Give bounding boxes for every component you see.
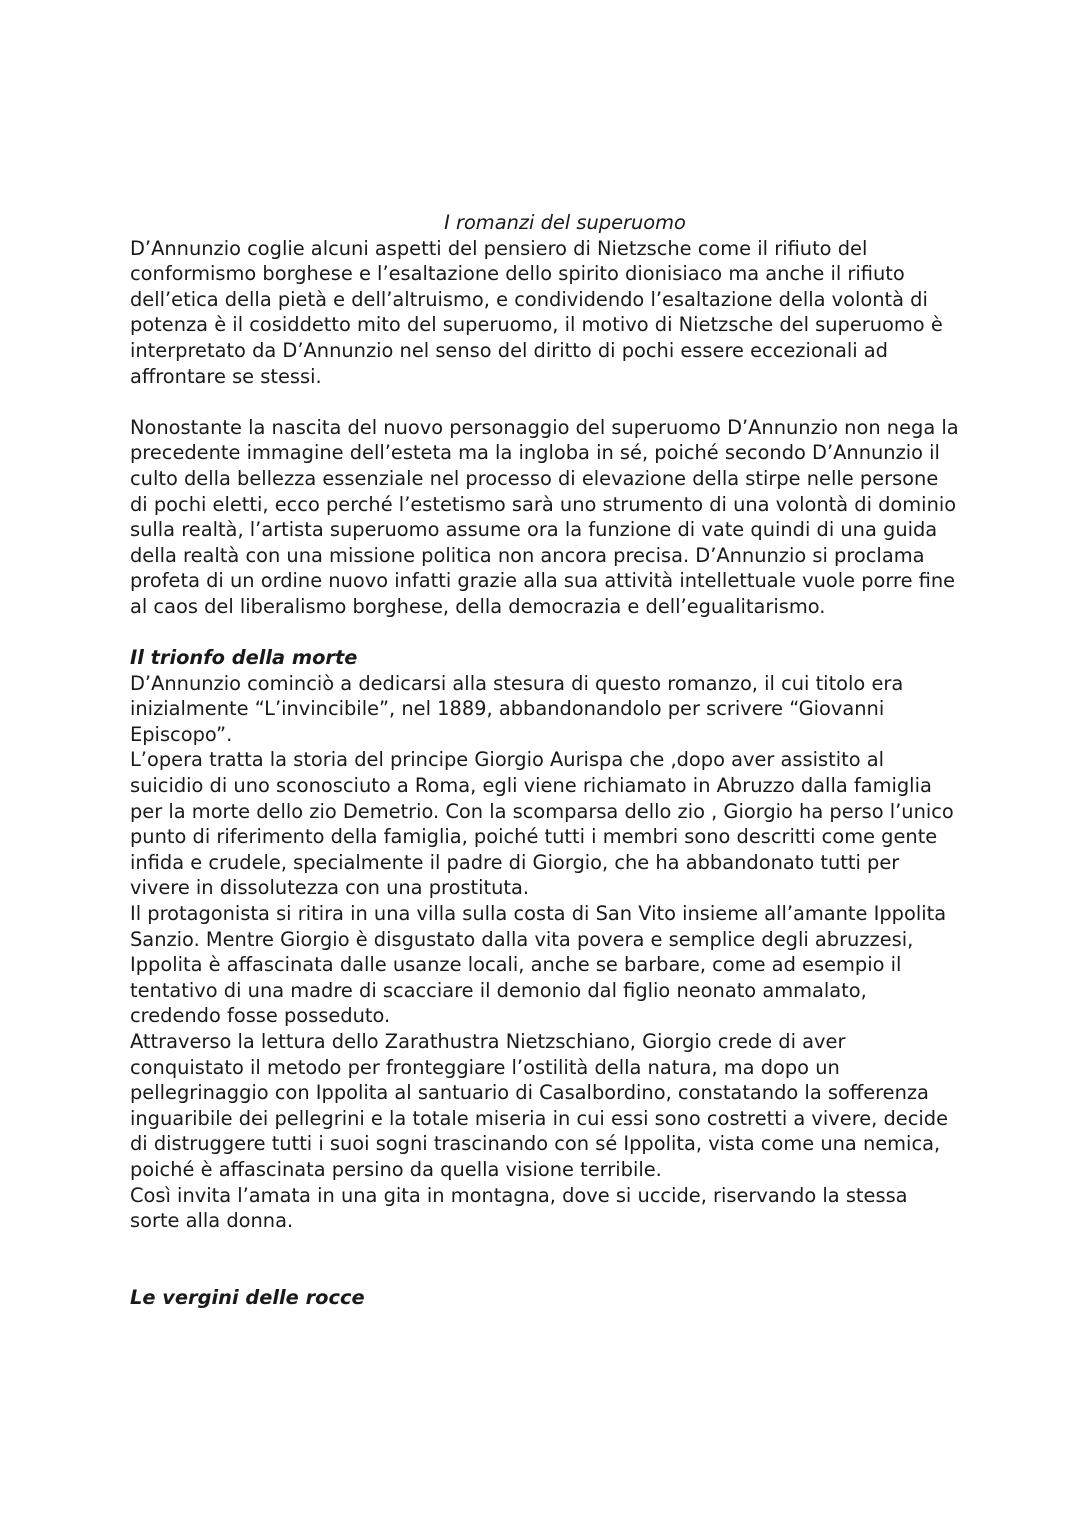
section-heading-trionfo: Il trionfo della morte: [130, 646, 358, 670]
paragraph-spacer: [130, 620, 960, 646]
section-paragraph: Così invita l’amata in una gita in montagna, dove si uccide, riservando la stessa sorte alla donna.: [130, 1183, 908, 1233]
section-paragraph: D’Annunzio cominciò a dedicarsi alla stesura di questo romanzo, il cui titolo era inizialmente “L’invincibile”, nel 1889, abbandonandolo per scrivere “Giovanni Episcopo”.: [130, 671, 904, 746]
intro-paragraph: D’Annunzio coglie alcuni aspetti del pensiero di Nietzsche come il rifiuto del conformismo borghese e l’esaltazione dello spirito dionisiaco ma anche il rifiuto dell’etica della pietà e dell’altruismo, e condividendo l’esaltazione della volontà di potenza è il cosiddetto mito del superuomo, il motivo di Nietzsche del superuomo è interpretato da D’Annunzio nel senso del diritto di pochi essere eccezionali ad affrontare se stessi.: [130, 236, 943, 388]
paragraph-spacer: [130, 389, 960, 415]
section-paragraph: Attraverso la lettura dello Zarathustra Nietzschiano, Giorgio crede di aver conquistato il metodo per fronteggiare l’ostilità della natura, ma dopo un pellegrinaggio con Ippolita al santuario di Casalbordino, constatando la sofferenza inguaribile dei pellegrini e la totale miseria in cui essi sono costretti a vivere, decide di distruggere tutti i suoi sogni trascinando con sé Ippolita, vista come una nemica, poiché è affascinata persino da quella visione terribile.: [130, 1030, 949, 1181]
section-heading-vergini: Le vergini delle rocce: [130, 1285, 365, 1309]
section-spacer: [130, 1234, 960, 1285]
second-paragraph: Nonostante la nascita del nuovo personaggio del superuomo D’Annunzio non nega la precedente immagine dell’esteta ma la ingloba in sé, poiché secondo D’Annunzio il culto della bellezza essenziale nel processo di elevazione della stirpe nelle persone di pochi eletti, ecco perché l’estetismo sarà uno strumento di una volontà di dominio sulla realtà, l’artista superuomo assume ora la funzione di vate quindi di una guida della realtà con una missione politica non ancora precisa. D’Annunzio si proclama profeta di un ordine nuovo infatti grazie alla sua attività intellettuale vuole porre fine al caos del liberalismo borghese, della democrazia e dell’egualitarismo.: [130, 415, 959, 618]
section-paragraph: L’opera tratta la storia del principe Giorgio Aurispa che ,dopo aver assistito al suicidio di uno sconosciuto a Roma, egli viene richiamato in Abruzzo dalla famiglia per la morte dello zio Demetrio. Con la scomparsa dello zio , Giorgio ha perso l’unico punto di riferimento della famiglia, poiché tutti i membri sono descritti come gente infida e crudele, specialmente il padre di Giorgio, che ha abbandonato tutti per vivere in dissolutezza con una prostituta.: [130, 748, 954, 900]
section-paragraph: Il protagonista si ritira in una villa sulla costa di San Vito insieme all’amante Ippolita Sanzio. Mentre Giorgio è disgustato dalla vita povera e semplice degli abruzzesi, Ippolita è affascinata dalle usanze locali, anche se barbare, come ad esempio il tentativo di una madre di scacciare il demonio dal figlio neonato ammalato, credendo fosse posseduto.: [130, 902, 947, 1028]
document-page: [130, 210, 960, 1310]
document-title: I romanzi del superuomo: [444, 211, 686, 234]
